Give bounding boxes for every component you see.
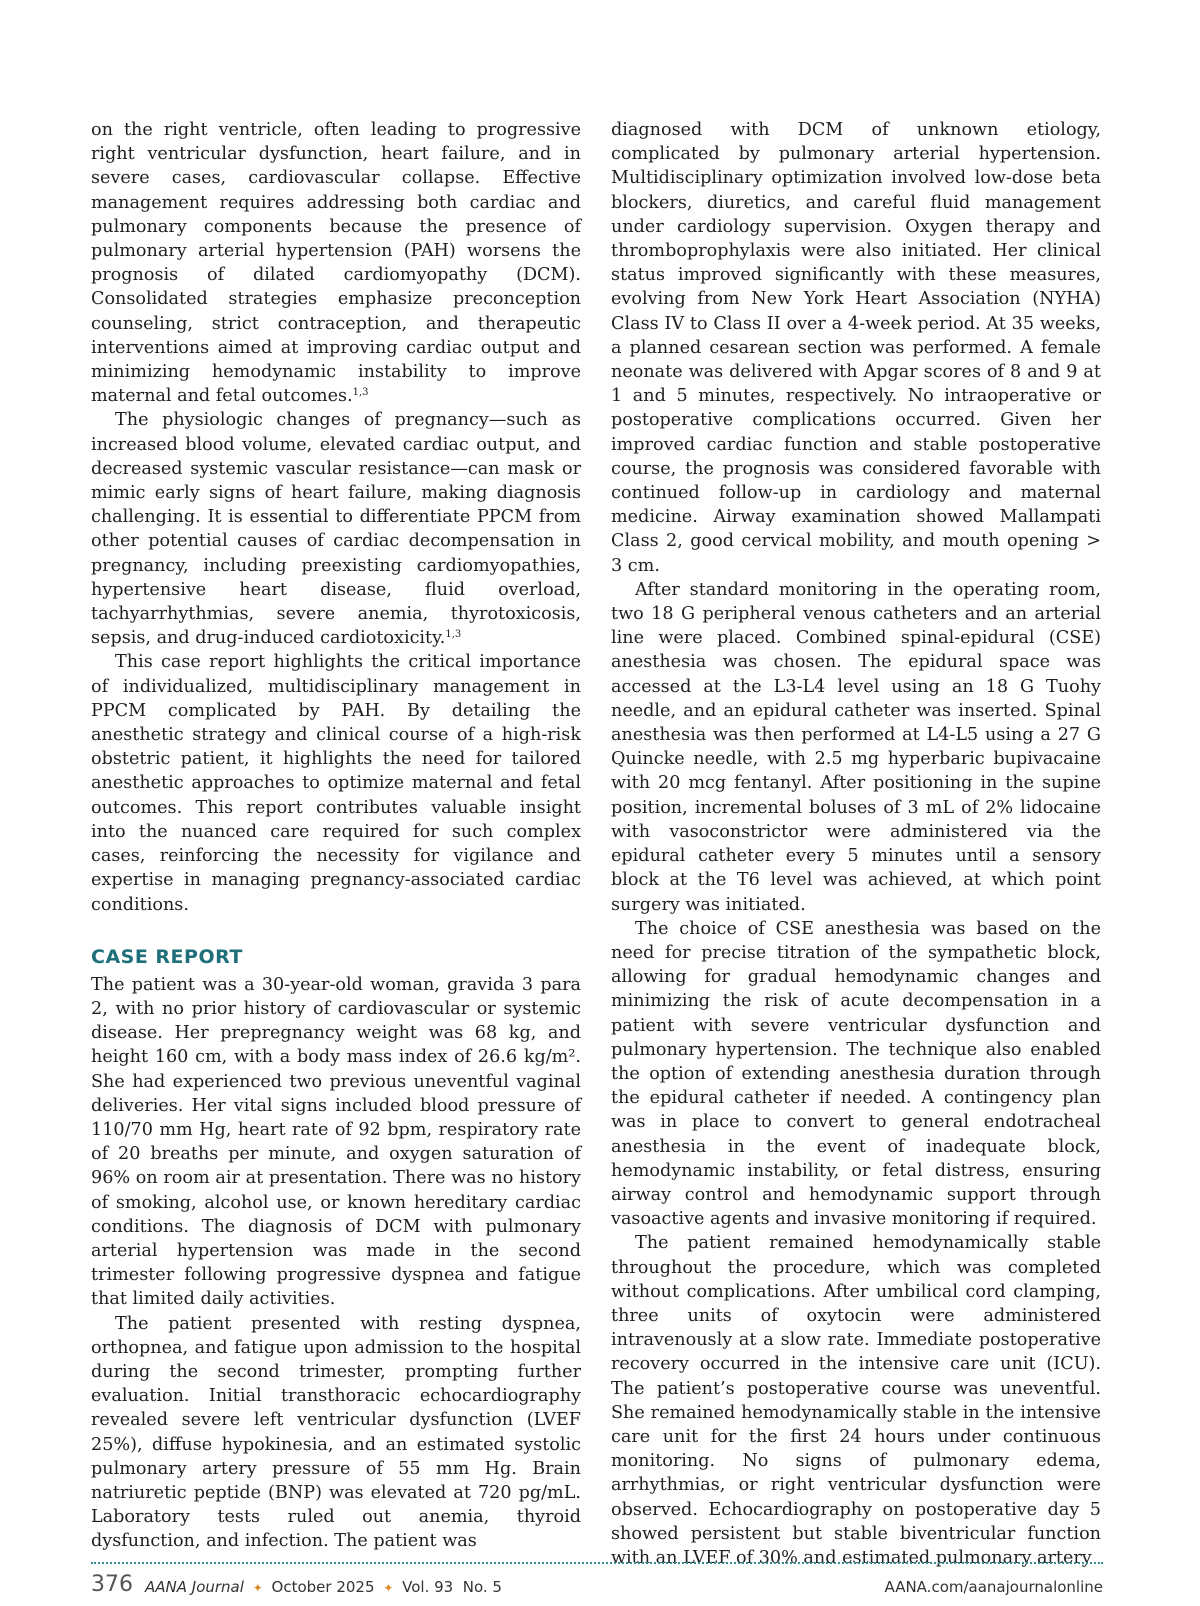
journal-citation [145,1578,502,1596]
paragraph: The patient presented with resting dyspnea, orthopnea, and fatigue upon admission to the hospital during the second trimester, prompting further evaluation. Initial transthoracic echocardiography revealed severe left ventricular dysfunction (LVEF 25%), diffuse hypokinesia, and an estimated systolic pulmonary artery pressure of 55 mm Hg. Brain natriuretic peptide (BNP) was elevated at 720 pg/mL. Laboratory tests ruled out anemia, thyroid dysfunction, and infection. The patient was [91,1313,581,1552]
paragraph: diagnosed with DCM of unknown etiology, complicated by pulmonary arterial hypertension. Multidisciplinary optimization involved low-dose beta blockers, diuretics, and careful fluid management under cardiology supervision. Oxygen therapy and thromboprophylaxis were also initiated. Her clinical status improved significantly with these measures, evolving from New York Heart Association (NYHA) Class IV to Class II over a 4-week period. At 35 weeks, a planned cesarean section was performed. A female neonate was delivered with Apgar scores of 8 and 9 at 1 and 5 minutes, respectively. No intraoperative or postoperative complications occurred. Given her improved cardiac function and stable postoperative course, the prognosis was considered favorable with continued follow-up in cardiology and maternal medicine. Airway examination showed Mallampati Class 2, good cervical mobility, and mouth opening > 3 cm. [611,120,1101,576]
citation-ref: 1,3 [445,629,462,641]
paragraph: The patient was a 30-year-old woman, gravida 3 para 2, with no prior history of cardiovascular or systemic disease. Her prepregnancy weight was 68 kg, and height 160 cm, with a body mass index of 26.6 kg/m². She had experienced two previous uneventful vaginal deliveries. Her vital signs included blood pressure of 110/70 mm Hg, heart rate of 92 bpm, respiratory rate of 20 breaths per minute, and oxygen saturation of 96% on room air at presentation. There was no history of smoking, alcohol use, or known hereditary cardiac conditions. The diagnosis of DCM with pulmonary arterial hypertension was made in the second trimester following progressive dyspnea and fatigue that limited daily activities. [91,974,581,1310]
section-heading: CASE REPORT [91,945,243,968]
left-column [91,118,581,1554]
diamond-icon: ✦ [383,1581,394,1595]
citation-ref: 1,3 [352,387,369,399]
diamond-icon: ✦ [252,1581,263,1595]
paragraph: on the right ventricle, often leading to progressive right ventricular dysfunction, heart failure, and in severe cases, cardiovascular collapse. Effective management requires addressing both cardiac and pulmonary components because the presence of pulmonary arterial hypertension (PAH) worsens the prognosis of dilated cardiomyopathy (DCM). Consolidated strategies emphasize preconception counseling, strict contraception, and therapeutic interventions aimed at improving cardiac output and minimizing hemodynamic instability to improve maternal and fetal outcomes.$^{1,3}$ [91,120,581,407]
footer-divider [91,1562,1103,1564]
page-number: 376 [91,1572,133,1597]
journal-name: AANA Journal [145,1578,244,1596]
volume-issue: Vol. 93 No. 5 [402,1578,502,1596]
paragraph: After standard monitoring in the operating room, two 18 G peripheral venous catheters and an arterial line were placed. Combined spinal-epidural (CSE) anesthesia was chosen. The epidural space was accessed at the L3-L4 level using an 18 G Tuohy needle, and an epidural catheter was inserted. Spinal anesthesia was then performed at L4-L5 using a 27 G Quincke needle, with 2.5 mg hyperbaric bupivacaine with 20 mcg fentanyl. After positioning in the supine position, incremental boluses of 3 mL of 2% lidocaine with vasoconstrictor were administered via the epidural catheter every 5 minutes until a sensory block at the T6 level was achieved, at which point surgery was initiated. [611,579,1101,915]
issue-date: October 2025 [271,1578,375,1596]
journal-website-link[interactable]: AANA.com/aanajournalonline [884,1578,1103,1596]
paragraph: The physiologic changes of pregnancy—such as increased blood volume, elevated cardiac output, and decreased systemic vascular resistance—can mask or mimic early signs of heart failure, making diagnosis challenging. It is essential to differentiate PPCM from other potential causes of cardiac decompensation in pregnancy, including preexisting cardiomyopathies, hypertensive heart disease, fluid overload, tachyarrhythmias, severe anemia, thyrotoxicosis, sepsis, and drug-induced cardiotoxicity.$^{1,3}$ [91,410,581,649]
paragraph: This case report highlights the critical importance of individualized, multidisciplinary management in PPCM complicated by PAH. By detailing the anesthetic strategy and clinical course of a high-risk obstetric patient, it highlights the need for tailored anesthetic approaches to optimize maternal and fetal outcomes. This report contributes valuable insight into the nuanced care required for such complex cases, reinforcing the necessity for vigilance and expertise in managing pregnancy-associated cardiac conditions. [91,652,581,915]
paragraph: The choice of CSE anesthesia was based on the need for precise titration of the sympathetic block, allowing for gradual hemodynamic changes and minimizing the risk of acute decompensation in a patient with severe ventricular dysfunction and pulmonary hypertension. The technique also enabled the option of extending anesthesia duration through the epidural catheter if needed. A contingency plan was in place to convert to general endotracheal anesthesia in the event of inadequate block, hemodynamic instability, or fetal distress, ensuring airway control and hemodynamic support through vasoactive agents and invasive monitoring if required. [611,918,1101,1230]
page-footer [91,1574,1103,1600]
paragraph: The patient remained hemodynamically stable throughout the procedure, which was completed without complications. After umbilical cord clamping, three units of oxytocin were administered intravenously at a slow rate. Immediate postoperative recovery occurred in the intensive care unit (ICU). The patient’s postoperative course was uneventful. She remained hemodynamically stable in the intensive care unit for the first 24 hours under continuous monitoring. No signs of pulmonary edema, arrhythmias, or right ventricular dysfunction were observed. Echocardiography on postoperative day 5 showed persistent but stable biventricular function with an LVEF of 30% and estimated pulmonary artery [611,1233,1101,1568]
right-column [611,118,1101,1570]
